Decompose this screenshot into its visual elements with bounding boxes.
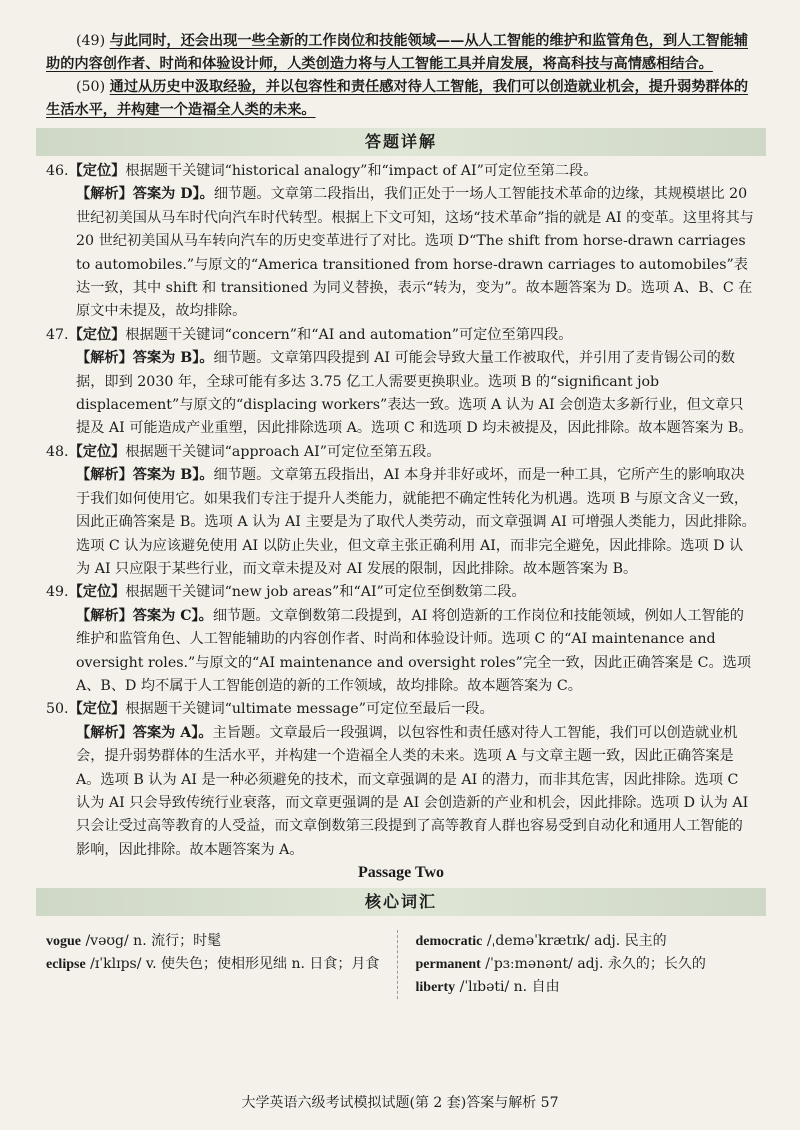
question-46 [46, 160, 756, 324]
para-49-text: 与此同时，还会出现一些全新的工作岗位和技能领域——从人工智能的维护和监管角色，到人工智能辅助的内容创作者、时尚和体验设计师，人类创造力将与人工智能工具并肩发展，将高科技与高情感相结合。 [46, 33, 749, 72]
vocab-banner [36, 888, 766, 916]
vocab-word: eclipse [46, 957, 86, 973]
locate-tag: 【定位】 [68, 326, 126, 343]
locate-tag: 【定位】 [68, 701, 126, 718]
page-content [46, 30, 756, 999]
vocab-def: /ˈpɜːmənənt/ adj. 永久的；长久的 [485, 956, 706, 973]
vocab-entry [416, 976, 757, 999]
vocab-title: 核心词汇 [364, 892, 437, 912]
analysis-text: 细节题。文章倒数第二段提到，AI 将创造新的工作岗位和技能领域，例如人工智能的维护和监管角色、人工智能辅助的内容创作者、时尚和体验设计师。选项 C 的“AI maintenance and oversight roles.”与原文的“AI maintenance and oversight roles”完全一致，因此正确答案是 C。选项 A、B、D 均不属于人工智能创造的新的工作领域，故均排除。故本题答案为 C。 [76, 607, 752, 694]
question-49 [46, 581, 756, 698]
vocab-column-right [397, 930, 757, 999]
question-number: 50. [46, 701, 69, 718]
locate-text: 根据题干关键词“approach AI”可定位至第五段。 [125, 443, 441, 460]
analysis [46, 183, 756, 323]
vocab-entry [416, 953, 757, 976]
analysis-text: 细节题。文章第四段提到 AI 可能会导致大量工作被取代，并引用了麦肯锡公司的数据，即到 2030 年，全球可能有多达 3.75 亿工人需要更换职业。选项 B 的“significant job displacement”与原文的“displacing workers”表达一致。选项 A 认为 AI 会创造太多新行业，但文章只提及 AI 可能造成产业重塑，因此排除选项 A。选项 C 和选项 D 均未被提及，因此排除。故本题答案为 B。 [76, 350, 753, 437]
locate-text: 根据题干关键词“ultimate message”可定位至最后一段。 [125, 701, 494, 718]
locate-text: 根据题干关键词“concern”和“AI and automation”可定位至第四段。 [125, 326, 573, 343]
vocab-entry [416, 930, 757, 953]
para-50-number: (50) [76, 79, 106, 95]
analysis [46, 347, 756, 441]
vocab-column-left [46, 930, 387, 999]
page-footer: 大学英语六级考试模拟试题(第 2 套)答案与解析 57 [241, 1095, 559, 1111]
paragraph-50 [46, 76, 756, 122]
vocab-entry [46, 930, 387, 953]
question-48 [46, 441, 756, 581]
analysis-tag: 【解析】答案为 B】。 [76, 350, 214, 367]
question-number: 47. [46, 326, 69, 343]
vocab-def: /vəʊg/ n. 流行；时髦 [85, 933, 222, 950]
analysis-text: 主旨题。文章最后一段强调，以包容性和责任感对待人工智能，我们可以创造就业机会，提升弱势群体的生活水平，并构建一个造福全人类的未来。选项 A 与文章主题一致，因此正确答案是 A。选项 B 认为 AI 是一种必须避免的技术，而文章强调的是 AI 的潜力，而非其危害，因此排除。选项 C 认为 AI 只会导致传统行业衰落，而文章更强调的是 AI 会创造新的产业和机会，因此排除。选项 D 认为 AI 只会让受过高等教育的人受益，而文章倒数第三段提到了高等教育人群也容易受到自动化和通用人工智能的影响，因此排除。故本题答案为 A。 [76, 724, 749, 858]
analysis-tag: 【解析】答案为 A】。 [76, 724, 213, 741]
analysis-tag: 【解析】答案为 D】。 [76, 186, 214, 203]
vocab-list [46, 930, 756, 999]
analysis-text: 细节题。文章第二段指出，我们正处于一场人工智能技术革命的边缘，其规模堪比 20 世纪初美国从马车时代向汽车时代转型。根据上下文可知，这场“技术革命”指的就是 AI 的变革。这里将其与 20 世纪初美国从马车转向汽车的历史变革进行了对比。选项 D“The shift from horse-drawn carriages to automobiles.”与原文的“America transitioned from horse-drawn carriages to automobiles”表达一致，其中 shift 和 transitioned 为同义替换，表示“转为，变为”。故本题答案为 D。选项 A、B、C 在原文中未提及，故均排除。 [76, 186, 754, 320]
question-50 [46, 698, 756, 862]
vocab-word: vogue [46, 934, 81, 950]
analysis-tag: 【解析】答案为 C】。 [76, 607, 213, 624]
vocab-def: /ɪˈklɪps/ v. 使失色；使相形见绌 n. 日食；月食 [90, 956, 380, 973]
vocab-def: /ˌdeməˈkrætɪk/ adj. 民主的 [486, 933, 667, 950]
locate-tag: 【定位】 [68, 584, 126, 601]
vocab-word: permanent [415, 957, 481, 973]
section-banner [36, 128, 766, 156]
vocab-def: /ˈlɪbəti/ n. 自由 [459, 979, 560, 996]
locate-tag: 【定位】 [68, 163, 126, 179]
passage-title: Passage Two [357, 864, 445, 882]
locate-text: 根据题干关键词“new job areas”和“AI”可定位至倒数第二段。 [125, 584, 526, 601]
question-list [46, 160, 756, 862]
question-number: 46. [46, 163, 69, 179]
analysis [46, 605, 756, 699]
analysis-text: 细节题。文章第五段指出，AI 本身并非好或坏，而是一种工具，它所产生的影响取决于我们如何使用它。如果我们专注于提升人类能力，就能把不确定性转化为机遇。选项 B 与原文含义一致，因此正确答案是 B。选项 A 认为 AI 主要是为了取代人类劳动，而文章强调 AI 可增强人类能力，因此排除。选项 C 认为应该避免使用 AI 以防止失业，但文章主张正确利用 AI，而非完全避免，因此排除。选项 D 认为 AI 只应限于某些行业，而文章未提及对 AI 发展的限制，因此排除。故本题答案为 B。 [76, 467, 756, 577]
analysis [46, 722, 756, 862]
question-number: 49. [46, 584, 69, 601]
vocab-word: liberty [415, 980, 456, 996]
question-47 [46, 324, 756, 441]
para-49-number: (49) [76, 33, 106, 49]
analysis [46, 464, 756, 581]
locate-text: 根据题干关键词“historical analogy”和“impact of AI”可定位至第二段。 [125, 163, 598, 179]
vocab-word: democratic [415, 934, 483, 950]
section-title: 答题详解 [364, 132, 437, 151]
paragraph-49 [46, 30, 756, 76]
vocab-entry [46, 953, 387, 976]
analysis-tag: 【解析】答案为 B】。 [76, 467, 214, 484]
question-number: 48. [46, 443, 69, 460]
locate-tag: 【定位】 [68, 443, 126, 460]
para-50-text: 通过从历史中汲取经验，并以包容性和责任感对待人工智能，我们可以创造就业机会，提升弱势群体的生活水平，并构建一个造福全人类的未来。 [46, 79, 749, 118]
